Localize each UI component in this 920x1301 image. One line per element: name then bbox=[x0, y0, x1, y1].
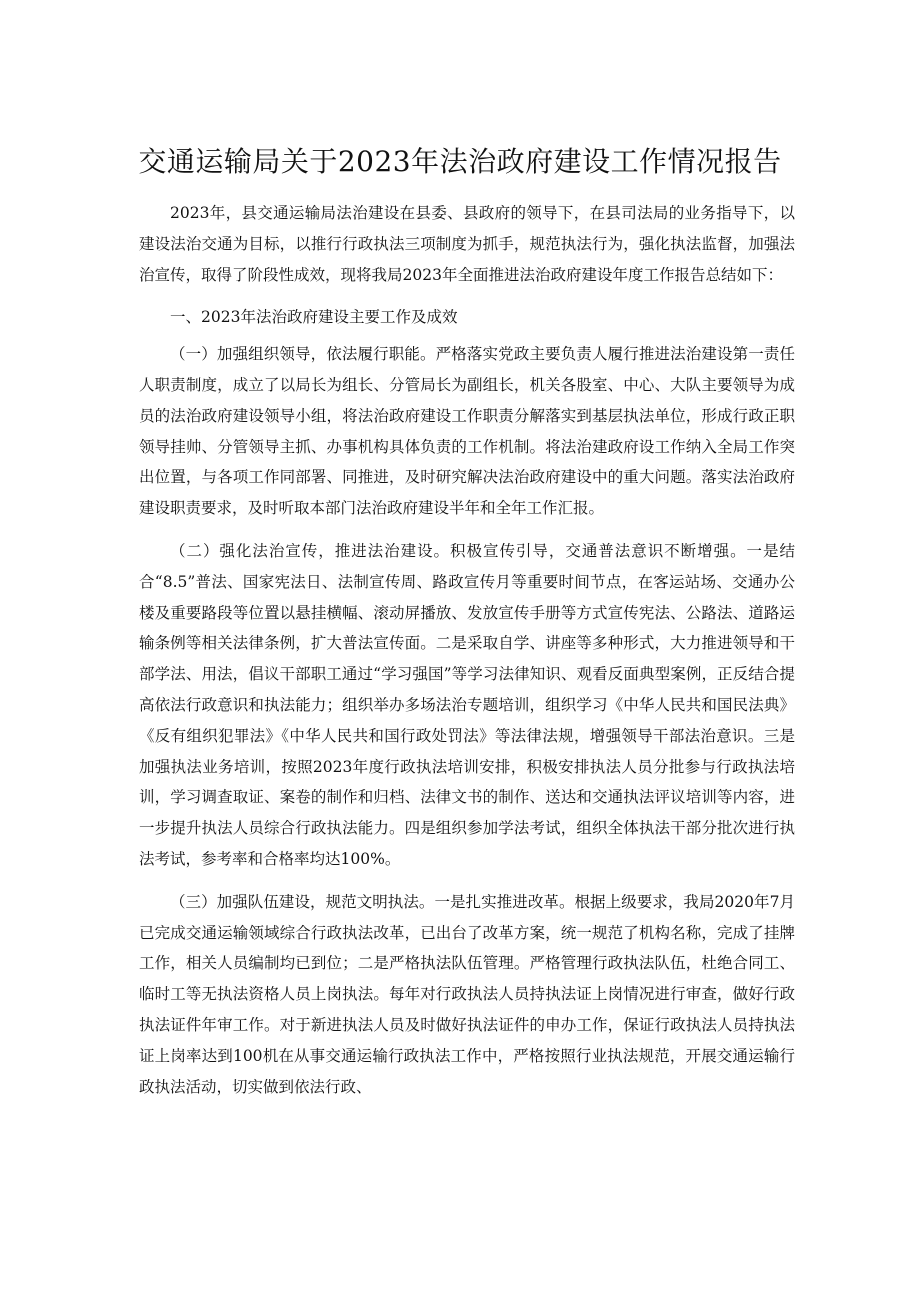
paragraph-organization: （一）加强组织领导，依法履行职能。严格落实党政主要负责人履行推进法治建设第一责任人职责制度，成立了以局长为组长、分管局长为副组长，机关各股室、中心、大队主要领导为成员的法治政府建设领导小组，将法治政府建设工作职责分解落实到基层执法单位，形成行政正职领导挂帅、分管领导主抓、办事机构具体负责的工作机制。将法治建政府设工作纳入全局工作突出位置，与各项工作同部署、同推进，及时研究解决法治政府建设中的重大问题。落实法治政府建设职责要求，及时听取本部门法治政府建设半年和全年工作汇报。 bbox=[139, 345, 795, 518]
document-title: 交通运输局关于2023年法治政府建设工作情况报告 bbox=[138, 145, 782, 178]
document-body bbox=[139, 198, 795, 1114]
paragraph-team-building: （三）加强队伍建设，规范文明执法。一是扎实推进改革。根据上级要求，我局2020年7月已完成交通运输领域综合行政执法改革，已出台了改革方案，统一规范了机构名称，完成了挂牌工作，相关人员编制均已到位；二是严格执法队伍管理。严格管理行政执法队伍，杜绝合同工、临时工等无执法资格人员上岗执法。每年对行政执法人员持执法证上岗情况进行审查，做好行政执法证件年审工作。对于新进执法人员及时做好执法证件的申办工作，保证行政执法人员持执法证上岗率达到100机在从事交通运输行政执法工作中，严格按照行业执法规范，开展交通运输行政执法活动，切实做到依法行政、 bbox=[139, 892, 795, 1096]
section-heading: 一、2023年法治政府建设主要工作及成效 bbox=[170, 308, 458, 327]
paragraph-publicity: （二）强化法治宣传，推进法治建设。积极宣传引导，交通普法意识不断增强。一是结合“8.5”普法、国家宪法日、法制宣传周、路政宣传月等重要时间节点，在客运站场、交通办公楼及重要路段等位置以悬挂横幅、滚动屏播放、发放宣传手册等方式宣传宪法、公路法、道路运输条例等相关法律条例，扩大普法宣传面。二是采取自学、讲座等多种形式，大力推进领导和干部学法、用法，倡议干部职工通过“学习强国”等学习法律知识、观看反面典型案例，正反结合提高依法行政意识和执法能力；组织举办多场法治专题培训，组织学习《中华人民共和国民法典》《反有组织犯罪法》《中华人民共和国行政处罚法》等法律法规，增强领导干部法治意识。三是加强执法业务培训，按照2023年度行政执法培训安排，积极安排执法人员分批参与行政执法培训，学习调查取证、案卷的制作和归档、法律文书的制作、送达和交通执法评议培训等内容，进一步提升执法人员综合行政执法能力。四是组织参加学法考试，组织全体执法干部分批次进行执法考试，参考率和合格率均达100%。 bbox=[139, 541, 795, 868]
intro-paragraph: 2023年，县交通运输局法治建设在县委、县政府的领导下，在县司法局的业务指导下，以建设法治交通为目标，以推行行政执法三项制度为抓手，规范执法行为，强化执法监督，加强法治宣传，取得了阶段性成效，现将我局2023年全面推进法治政府建设年度工作报告总结如下： bbox=[139, 204, 795, 284]
